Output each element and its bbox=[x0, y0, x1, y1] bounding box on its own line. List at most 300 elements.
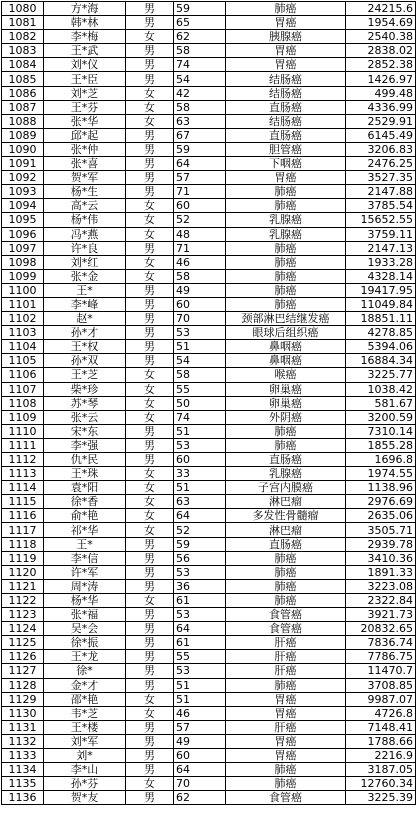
age-cell: 53 bbox=[174, 664, 226, 678]
patient-name-cell: 俞*艳 bbox=[44, 509, 126, 523]
amount-cell: 2147.13 bbox=[346, 241, 416, 255]
row-id-cell: 1116 bbox=[2, 509, 44, 523]
patient-name-cell: 刘*芝 bbox=[44, 86, 126, 100]
age-cell: 62 bbox=[174, 791, 226, 805]
diagnosis-cell: 胰腺癌 bbox=[226, 30, 346, 44]
sex-cell: 女 bbox=[126, 86, 174, 100]
patient-name-cell: 徐*振 bbox=[44, 636, 126, 650]
age-cell: 60 bbox=[174, 453, 226, 467]
table-row bbox=[2, 579, 416, 593]
patient-name-cell: 许*良 bbox=[44, 241, 126, 255]
row-id-cell: 1118 bbox=[2, 537, 44, 551]
table-row bbox=[2, 551, 416, 565]
diagnosis-cell: 肺癌 bbox=[226, 678, 346, 692]
sex-cell: 男 bbox=[126, 551, 174, 565]
table-row bbox=[2, 340, 416, 354]
diagnosis-cell: 喉癌 bbox=[226, 368, 346, 382]
diagnosis-cell: 眼球后组织癌 bbox=[226, 326, 346, 340]
row-id-cell: 1128 bbox=[2, 678, 44, 692]
diagnosis-cell: 肝癌 bbox=[226, 720, 346, 734]
row-id-cell: 1095 bbox=[2, 213, 44, 227]
age-cell: 61 bbox=[174, 593, 226, 607]
table-row bbox=[2, 58, 416, 72]
age-cell: 36 bbox=[174, 579, 226, 593]
diagnosis-cell: 结肠癌 bbox=[226, 114, 346, 128]
row-id-cell: 1080 bbox=[2, 2, 44, 16]
age-cell: 58 bbox=[174, 269, 226, 283]
sex-cell: 男 bbox=[126, 2, 174, 16]
table-row bbox=[2, 523, 416, 537]
table-row bbox=[2, 692, 416, 706]
amount-cell: 4328.14 bbox=[346, 269, 416, 283]
diagnosis-cell: 乳腺癌 bbox=[226, 213, 346, 227]
age-cell: 63 bbox=[174, 114, 226, 128]
sex-cell: 女 bbox=[126, 368, 174, 382]
sex-cell: 女 bbox=[126, 100, 174, 114]
age-cell: 46 bbox=[174, 706, 226, 720]
row-id-cell: 1100 bbox=[2, 283, 44, 297]
amount-cell: 4726.8 bbox=[346, 706, 416, 720]
age-cell: 53 bbox=[174, 565, 226, 579]
diagnosis-cell: 肺癌 bbox=[226, 777, 346, 791]
patient-name-cell: 刘*军 bbox=[44, 734, 126, 748]
amount-cell: 11049.84 bbox=[346, 297, 416, 311]
table-row bbox=[2, 269, 416, 283]
sex-cell: 男 bbox=[126, 185, 174, 199]
patient-name-cell: 贺*友 bbox=[44, 791, 126, 805]
table-row bbox=[2, 608, 416, 622]
row-id-cell: 1134 bbox=[2, 763, 44, 777]
table-row bbox=[2, 664, 416, 678]
amount-cell: 1954.69 bbox=[346, 16, 416, 30]
age-cell: 67 bbox=[174, 128, 226, 142]
row-id-cell: 1120 bbox=[2, 565, 44, 579]
diagnosis-cell: 肺癌 bbox=[226, 424, 346, 438]
table-row bbox=[2, 213, 416, 227]
table-row bbox=[2, 297, 416, 311]
sex-cell: 男 bbox=[126, 453, 174, 467]
sex-cell: 男 bbox=[126, 720, 174, 734]
row-id-cell: 1099 bbox=[2, 269, 44, 283]
age-cell: 51 bbox=[174, 678, 226, 692]
row-id-cell: 1109 bbox=[2, 410, 44, 424]
diagnosis-cell: 肝癌 bbox=[226, 650, 346, 664]
amount-cell: 11470.7 bbox=[346, 664, 416, 678]
age-cell: 74 bbox=[174, 410, 226, 424]
age-cell: 53 bbox=[174, 608, 226, 622]
table-row bbox=[2, 537, 416, 551]
row-id-cell: 1129 bbox=[2, 692, 44, 706]
age-cell: 59 bbox=[174, 142, 226, 156]
amount-cell: 2852.38 bbox=[346, 58, 416, 72]
amount-cell: 581.67 bbox=[346, 396, 416, 410]
row-id-cell: 1131 bbox=[2, 720, 44, 734]
table-row bbox=[2, 650, 416, 664]
diagnosis-cell: 下咽癌 bbox=[226, 157, 346, 171]
diagnosis-cell: 肺癌 bbox=[226, 241, 346, 255]
patient-name-cell: 李*山 bbox=[44, 763, 126, 777]
patient-name-cell: 王*芝 bbox=[44, 368, 126, 382]
diagnosis-cell: 肺癌 bbox=[226, 593, 346, 607]
row-id-cell: 1103 bbox=[2, 326, 44, 340]
amount-cell: 19417.95 bbox=[346, 283, 416, 297]
diagnosis-cell: 肺癌 bbox=[226, 763, 346, 777]
patient-name-cell: 李*梅 bbox=[44, 30, 126, 44]
row-id-cell: 1104 bbox=[2, 340, 44, 354]
amount-cell: 3527.35 bbox=[346, 171, 416, 185]
sex-cell: 男 bbox=[126, 171, 174, 185]
row-id-cell: 1097 bbox=[2, 241, 44, 255]
diagnosis-cell: 结肠癌 bbox=[226, 72, 346, 86]
amount-cell: 3200.59 bbox=[346, 410, 416, 424]
table-row bbox=[2, 185, 416, 199]
diagnosis-cell: 肺癌 bbox=[226, 551, 346, 565]
patient-name-cell: 许*军 bbox=[44, 565, 126, 579]
age-cell: 62 bbox=[174, 30, 226, 44]
sex-cell: 女 bbox=[126, 777, 174, 791]
diagnosis-cell: 直肠癌 bbox=[226, 453, 346, 467]
diagnosis-cell: 卵巢癌 bbox=[226, 396, 346, 410]
sex-cell: 男 bbox=[126, 734, 174, 748]
sex-cell: 男 bbox=[126, 157, 174, 171]
sex-cell: 女 bbox=[126, 509, 174, 523]
row-id-cell: 1090 bbox=[2, 142, 44, 156]
age-cell: 70 bbox=[174, 312, 226, 326]
amount-cell: 1038.42 bbox=[346, 382, 416, 396]
age-cell: 61 bbox=[174, 636, 226, 650]
patient-name-cell: 王*武 bbox=[44, 44, 126, 58]
patient-name-cell: 吴*会 bbox=[44, 622, 126, 636]
row-id-cell: 1136 bbox=[2, 791, 44, 805]
row-id-cell: 1101 bbox=[2, 297, 44, 311]
row-id-cell: 1125 bbox=[2, 636, 44, 650]
diagnosis-cell: 结肠癌 bbox=[226, 86, 346, 100]
sex-cell: 男 bbox=[126, 16, 174, 30]
diagnosis-cell: 肺癌 bbox=[226, 565, 346, 579]
table-row bbox=[2, 565, 416, 579]
patient-cost-table bbox=[1, 1, 416, 805]
diagnosis-cell: 胃癌 bbox=[226, 58, 346, 72]
diagnosis-cell: 多发性骨髓瘤 bbox=[226, 509, 346, 523]
age-cell: 64 bbox=[174, 509, 226, 523]
row-id-cell: 1127 bbox=[2, 664, 44, 678]
diagnosis-cell: 淋巴瘤 bbox=[226, 523, 346, 537]
age-cell: 57 bbox=[174, 171, 226, 185]
row-id-cell: 1088 bbox=[2, 114, 44, 128]
patient-name-cell: 张*华 bbox=[44, 114, 126, 128]
diagnosis-cell: 胃癌 bbox=[226, 734, 346, 748]
diagnosis-cell: 肺癌 bbox=[226, 297, 346, 311]
sex-cell: 女 bbox=[126, 495, 174, 509]
amount-cell: 7148.41 bbox=[346, 720, 416, 734]
age-cell: 64 bbox=[174, 763, 226, 777]
table-row bbox=[2, 171, 416, 185]
row-id-cell: 1081 bbox=[2, 16, 44, 30]
table-row bbox=[2, 157, 416, 171]
row-id-cell: 1121 bbox=[2, 579, 44, 593]
amount-cell: 7786.75 bbox=[346, 650, 416, 664]
diagnosis-cell: 肺癌 bbox=[226, 2, 346, 16]
patient-name-cell: 高*云 bbox=[44, 199, 126, 213]
table-row bbox=[2, 748, 416, 762]
patient-name-cell: 祁*华 bbox=[44, 523, 126, 537]
amount-cell: 3921.73 bbox=[346, 608, 416, 622]
age-cell: 65 bbox=[174, 16, 226, 30]
patient-name-cell: 李*强 bbox=[44, 438, 126, 452]
amount-cell: 3223.08 bbox=[346, 579, 416, 593]
row-id-cell: 1105 bbox=[2, 354, 44, 368]
table-row bbox=[2, 453, 416, 467]
amount-cell: 2529.91 bbox=[346, 114, 416, 128]
table-row bbox=[2, 734, 416, 748]
age-cell: 58 bbox=[174, 368, 226, 382]
amount-cell: 3225.77 bbox=[346, 368, 416, 382]
amount-cell: 6145.49 bbox=[346, 128, 416, 142]
table-row bbox=[2, 114, 416, 128]
table-row bbox=[2, 396, 416, 410]
age-cell: 54 bbox=[174, 72, 226, 86]
age-cell: 51 bbox=[174, 340, 226, 354]
sex-cell: 女 bbox=[126, 692, 174, 706]
amount-cell: 3785.54 bbox=[346, 199, 416, 213]
patient-name-cell: 王* bbox=[44, 537, 126, 551]
age-cell: 59 bbox=[174, 537, 226, 551]
amount-cell: 2540.38 bbox=[346, 30, 416, 44]
patient-name-cell: 邵*艳 bbox=[44, 692, 126, 706]
patient-name-cell: 韦*芝 bbox=[44, 706, 126, 720]
sex-cell: 男 bbox=[126, 241, 174, 255]
sex-cell: 男 bbox=[126, 565, 174, 579]
patient-name-cell: 孙*芬 bbox=[44, 777, 126, 791]
table-row bbox=[2, 678, 416, 692]
row-id-cell: 1086 bbox=[2, 86, 44, 100]
row-id-cell: 1085 bbox=[2, 72, 44, 86]
sex-cell: 男 bbox=[126, 297, 174, 311]
patient-name-cell: 杨*华 bbox=[44, 593, 126, 607]
table-row bbox=[2, 100, 416, 114]
amount-cell: 7310.14 bbox=[346, 424, 416, 438]
amount-cell: 4336.99 bbox=[346, 100, 416, 114]
patient-name-cell: 张*仲 bbox=[44, 142, 126, 156]
age-cell: 55 bbox=[174, 650, 226, 664]
table-row bbox=[2, 593, 416, 607]
amount-cell: 9987.07 bbox=[346, 692, 416, 706]
amount-cell: 1933.28 bbox=[346, 255, 416, 269]
diagnosis-cell: 子宫内膜癌 bbox=[226, 481, 346, 495]
patient-name-cell: 张*喜 bbox=[44, 157, 126, 171]
diagnosis-cell: 鼻咽癌 bbox=[226, 340, 346, 354]
patient-name-cell: 韩*林 bbox=[44, 16, 126, 30]
diagnosis-cell: 肺癌 bbox=[226, 438, 346, 452]
amount-cell: 2838.02 bbox=[346, 44, 416, 58]
age-cell: 60 bbox=[174, 199, 226, 213]
row-id-cell: 1122 bbox=[2, 593, 44, 607]
patient-name-cell: 冯*燕 bbox=[44, 227, 126, 241]
table-row bbox=[2, 354, 416, 368]
diagnosis-cell: 食管癌 bbox=[226, 622, 346, 636]
table-row bbox=[2, 227, 416, 241]
amount-cell: 2476.25 bbox=[346, 157, 416, 171]
row-id-cell: 1108 bbox=[2, 396, 44, 410]
age-cell: 58 bbox=[174, 100, 226, 114]
sex-cell: 女 bbox=[126, 396, 174, 410]
sex-cell: 女 bbox=[126, 410, 174, 424]
diagnosis-cell: 肺癌 bbox=[226, 269, 346, 283]
table-row bbox=[2, 199, 416, 213]
age-cell: 60 bbox=[174, 748, 226, 762]
amount-cell: 1788.66 bbox=[346, 734, 416, 748]
table-row bbox=[2, 255, 416, 269]
diagnosis-cell: 乳腺癌 bbox=[226, 467, 346, 481]
patient-name-cell: 刘*红 bbox=[44, 255, 126, 269]
amount-cell: 16884.34 bbox=[346, 354, 416, 368]
amount-cell: 3225.39 bbox=[346, 791, 416, 805]
amount-cell: 1138.96 bbox=[346, 481, 416, 495]
age-cell: 50 bbox=[174, 396, 226, 410]
patient-name-cell: 王*珠 bbox=[44, 467, 126, 481]
table-row bbox=[2, 791, 416, 805]
sex-cell: 男 bbox=[126, 283, 174, 297]
amount-cell: 3410.36 bbox=[346, 551, 416, 565]
table-row bbox=[2, 72, 416, 86]
sex-cell: 男 bbox=[126, 622, 174, 636]
diagnosis-cell: 卵巢癌 bbox=[226, 382, 346, 396]
table-row bbox=[2, 128, 416, 142]
table-row bbox=[2, 509, 416, 523]
patient-name-cell: 孙*双 bbox=[44, 354, 126, 368]
row-id-cell: 1102 bbox=[2, 312, 44, 326]
sex-cell: 男 bbox=[126, 128, 174, 142]
row-id-cell: 1083 bbox=[2, 44, 44, 58]
patient-name-cell: 袁*阳 bbox=[44, 481, 126, 495]
sex-cell: 男 bbox=[126, 636, 174, 650]
row-id-cell: 1124 bbox=[2, 622, 44, 636]
patient-name-cell: 王*臣 bbox=[44, 72, 126, 86]
sex-cell: 男 bbox=[126, 763, 174, 777]
diagnosis-cell: 胃癌 bbox=[226, 748, 346, 762]
patient-name-cell: 杨*生 bbox=[44, 185, 126, 199]
row-id-cell: 1084 bbox=[2, 58, 44, 72]
age-cell: 53 bbox=[174, 438, 226, 452]
table-row bbox=[2, 142, 416, 156]
row-id-cell: 1107 bbox=[2, 382, 44, 396]
row-id-cell: 1096 bbox=[2, 227, 44, 241]
table-row bbox=[2, 777, 416, 791]
table-row bbox=[2, 382, 416, 396]
amount-cell: 2976.69 bbox=[346, 495, 416, 509]
age-cell: 54 bbox=[174, 354, 226, 368]
sex-cell: 男 bbox=[126, 312, 174, 326]
row-id-cell: 1135 bbox=[2, 777, 44, 791]
diagnosis-cell: 肺癌 bbox=[226, 283, 346, 297]
amount-cell: 7836.74 bbox=[346, 636, 416, 650]
patient-name-cell: 李*峰 bbox=[44, 297, 126, 311]
patient-name-cell: 张*福 bbox=[44, 608, 126, 622]
row-id-cell: 1115 bbox=[2, 495, 44, 509]
amount-cell: 24215.6 bbox=[346, 2, 416, 16]
amount-cell: 3759.11 bbox=[346, 227, 416, 241]
age-cell: 52 bbox=[174, 523, 226, 537]
sex-cell: 女 bbox=[126, 706, 174, 720]
table-row bbox=[2, 467, 416, 481]
age-cell: 60 bbox=[174, 297, 226, 311]
diagnosis-cell: 直肠癌 bbox=[226, 100, 346, 114]
age-cell: 49 bbox=[174, 283, 226, 297]
patient-name-cell: 王*芬 bbox=[44, 100, 126, 114]
table-row bbox=[2, 720, 416, 734]
table-body bbox=[2, 2, 416, 805]
row-id-cell: 1117 bbox=[2, 523, 44, 537]
diagnosis-cell: 胃癌 bbox=[226, 692, 346, 706]
sex-cell: 女 bbox=[126, 30, 174, 44]
patient-name-cell: 王*楼 bbox=[44, 720, 126, 734]
age-cell: 71 bbox=[174, 241, 226, 255]
diagnosis-cell: 肝癌 bbox=[226, 664, 346, 678]
diagnosis-cell: 乳腺癌 bbox=[226, 227, 346, 241]
patient-name-cell: 贺*军 bbox=[44, 171, 126, 185]
patient-name-cell: 王*权 bbox=[44, 340, 126, 354]
sex-cell: 女 bbox=[126, 382, 174, 396]
diagnosis-cell: 淋巴瘤 bbox=[226, 495, 346, 509]
table-row bbox=[2, 2, 416, 16]
age-cell: 51 bbox=[174, 481, 226, 495]
diagnosis-cell: 胃癌 bbox=[226, 16, 346, 30]
row-id-cell: 1113 bbox=[2, 467, 44, 481]
table-row bbox=[2, 438, 416, 452]
age-cell: 74 bbox=[174, 58, 226, 72]
table-row bbox=[2, 622, 416, 636]
sex-cell: 男 bbox=[126, 58, 174, 72]
age-cell: 64 bbox=[174, 157, 226, 171]
table-row bbox=[2, 368, 416, 382]
row-id-cell: 1133 bbox=[2, 748, 44, 762]
amount-cell: 12760.34 bbox=[346, 777, 416, 791]
row-id-cell: 1082 bbox=[2, 30, 44, 44]
sex-cell: 男 bbox=[126, 438, 174, 452]
sex-cell: 男 bbox=[126, 354, 174, 368]
diagnosis-cell: 胃癌 bbox=[226, 44, 346, 58]
sex-cell: 女 bbox=[126, 593, 174, 607]
diagnosis-cell: 肝癌 bbox=[226, 636, 346, 650]
patient-name-cell: 孙*才 bbox=[44, 326, 126, 340]
sex-cell: 男 bbox=[126, 142, 174, 156]
age-cell: 46 bbox=[174, 255, 226, 269]
row-id-cell: 1123 bbox=[2, 608, 44, 622]
patient-name-cell: 宋*东 bbox=[44, 424, 126, 438]
row-id-cell: 1119 bbox=[2, 551, 44, 565]
sex-cell: 男 bbox=[126, 650, 174, 664]
diagnosis-cell: 肺癌 bbox=[226, 579, 346, 593]
amount-cell: 1696.8 bbox=[346, 453, 416, 467]
row-id-cell: 1130 bbox=[2, 706, 44, 720]
row-id-cell: 1132 bbox=[2, 734, 44, 748]
row-id-cell: 1111 bbox=[2, 438, 44, 452]
amount-cell: 20832.65 bbox=[346, 622, 416, 636]
age-cell: 49 bbox=[174, 734, 226, 748]
amount-cell: 5394.06 bbox=[346, 340, 416, 354]
amount-cell: 499.48 bbox=[346, 86, 416, 100]
sex-cell: 男 bbox=[126, 424, 174, 438]
sex-cell: 男 bbox=[126, 748, 174, 762]
table-row bbox=[2, 30, 416, 44]
patient-name-cell: 金*才 bbox=[44, 678, 126, 692]
amount-cell: 3505.71 bbox=[346, 523, 416, 537]
patient-name-cell: 仇*民 bbox=[44, 453, 126, 467]
diagnosis-cell: 肺癌 bbox=[226, 255, 346, 269]
age-cell: 58 bbox=[174, 44, 226, 58]
patient-name-cell: 方*海 bbox=[44, 2, 126, 16]
diagnosis-cell: 肺癌 bbox=[226, 199, 346, 213]
